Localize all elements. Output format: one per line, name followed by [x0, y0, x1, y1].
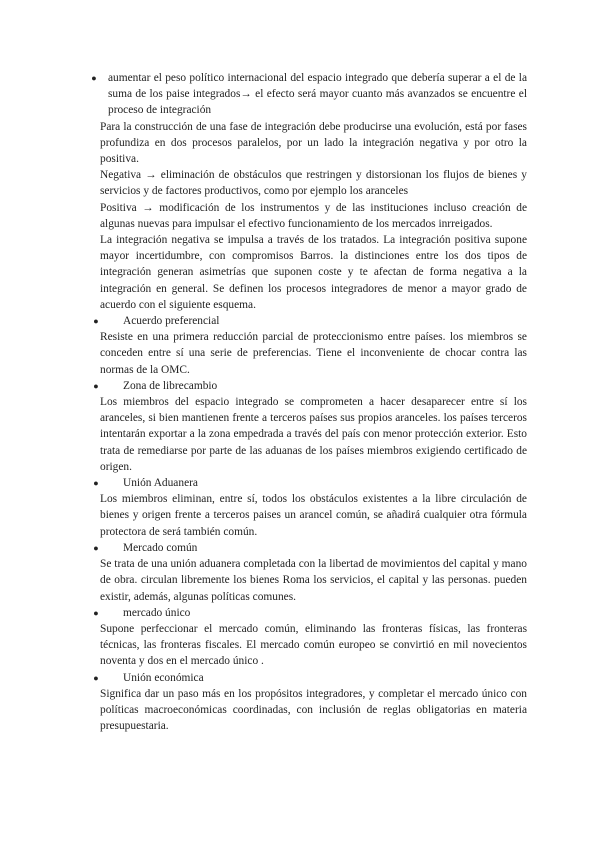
bullet-icon: ●	[91, 73, 97, 83]
section-text-union-aduanera: Los miembros eliminan, entre sí, todos los obstáculos existentes a la libre circulación de bienes y origen frente a terceros paises un arancel común, se añadirá cualquier otra fórmula protectora de será también común.	[100, 493, 527, 538]
bullet-icon: ●	[93, 478, 99, 489]
section-heading-label: Mercado común	[123, 541, 198, 554]
bullet-icon: ●	[93, 672, 99, 683]
bullet-icon: ●	[93, 380, 99, 391]
section-heading-label: Zona de librecambio	[123, 379, 218, 392]
section-text-zona-de-librecambio: Los miembros del espacio integrado se comprometen a hacer desaparecer entre sí los aranceles, si bien mantienen frente a terceros países sus propios aranceles. los países terceros intentarán exportar a la zona empedrada a través del país con menor protección exterior. Esto trata de remediarse por parte de las aduanas de los países miembros exigiendo certificado de origen.	[100, 396, 527, 473]
section-heading-zona-de-librecambio	[93, 378, 527, 394]
intro-bullet	[91, 70, 527, 119]
section-heading-union-economica	[93, 670, 527, 686]
bullet-icon: ●	[93, 607, 99, 618]
section-text-mercado-comun: Se trata de una unión aduanera completada con la libertad de movimientos del capital y mano de obra. circulan libremente los bienes Roma los servicios, el capital y las personas. pueden existir, además, algunas políticas comunes.	[100, 558, 527, 603]
paragraph-negative-integration: Negativa → eliminación de obstáculos que restringen y distorsionan los flujos de bienes y servicios y de factores productivos, como por ejemplo los aranceles	[100, 169, 527, 198]
bullet-icon: ●	[93, 316, 99, 327]
paragraph-positive-integration: Positiva → modificación de los instrumentos y de las instituciones incluso creación de algunas nuevas para impulsar el efectivo funcionamiento de los mercados inrreigados.	[100, 201, 527, 230]
section-heading-union-aduanera	[93, 475, 527, 491]
section-text-mercado-unico: Supone perfeccionar el mercado común, eliminando las fronteras físicas, las fronteras técnicas, las fronteras fiscales. El mercado común europeo se convirtió en mil novecientos noventa y dos en el mercado único .	[100, 622, 527, 668]
bullet-icon: ●	[93, 542, 99, 553]
section-heading-mercado-unico	[93, 605, 527, 621]
intro-bullet-text: aumentar el peso político internacional del espacio integrado que debería superar a el de la suma de los paise integrados→ el efecto será mayor cuanto más avanzados se encuentre el proceso de integración	[108, 72, 527, 117]
section-heading-label: Unión Aduanera	[123, 477, 198, 490]
paragraph-integration-phases: Para la construcción de una fase de integración debe producirse una evolución, está por fases profundiza en dos procesos paralelos, por un lado la integración negativa y por otro la positiva.	[100, 120, 527, 166]
document-page	[91, 70, 527, 734]
section-heading-acuerdo-preferencial	[93, 313, 527, 329]
paragraph-integration-treaties: La integración negativa se impulsa a través de los tratados. La integración positiva supone mayor incertidumbre, con compromisos Barros. la distinciones entre los dos tipos de integración generan asimetrías que suponen coste y te afectan de forma negativa a la integración en general. Se definen los procesos integradores de menor a mayor grado de acuerdo con el siguiente esquema.	[100, 234, 527, 311]
section-heading-label: mercado único	[123, 606, 191, 619]
section-heading-label: Acuerdo preferencial	[123, 315, 220, 328]
section-text-acuerdo-preferencial: Resiste en una primera reducción parcial de proteccionismo entre países. los miembros se conceden entre sí una serie de preferencias. Tiene el inconveniente de chocar contra las normas de la OMC.	[100, 331, 527, 376]
section-heading-label: Unión económica	[123, 671, 204, 684]
section-text-union-economica: Significa dar un paso más en los propósitos integradores, y completar el mercado único con políticas macroeconómicas coordinadas, con inclusión de reglas obligatorias en materia presupuestaria.	[100, 687, 527, 733]
section-heading-mercado-comun	[93, 540, 527, 556]
